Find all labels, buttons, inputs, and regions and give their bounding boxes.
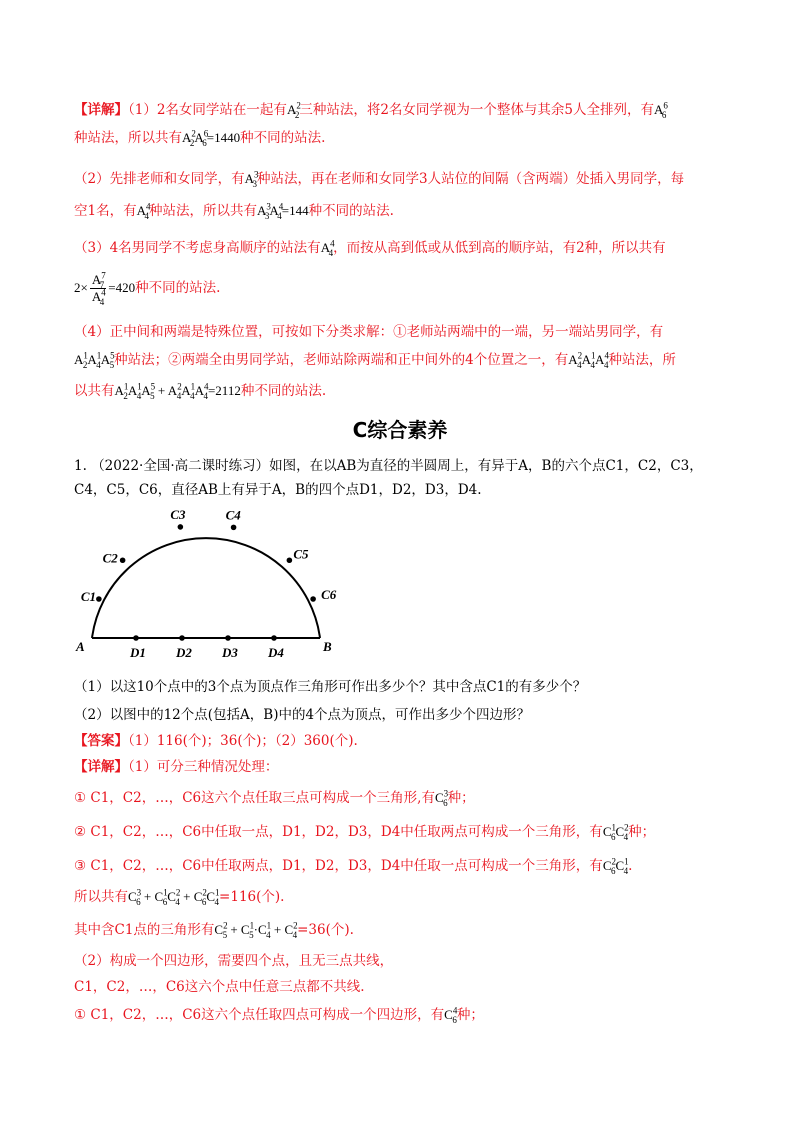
semicircle-figure (72, 505, 342, 665)
point-d4 (271, 635, 277, 641)
label-c1: C1 (80, 589, 97, 605)
point-d1 (133, 635, 139, 641)
label-d2: D2 (176, 645, 192, 660)
label-c4: C4 (225, 507, 241, 523)
detail1-line-3: （2）先排老师和女同学，有$A^3_3$种站法，再在老师和女同学3人站位的间隔（含两端）处插入男同学，每 (74, 169, 685, 189)
fraction: $\frac{A^7_7}{A^4_4}$ (91, 270, 106, 307)
answer-line: 【答案】（1）116(个)；36(个)；（2）360(个). (74, 733, 358, 749)
label-c5: C5 (293, 546, 309, 562)
question-1: （1）以这10个点中的3个点为顶点作三角形可作出多少个？其中含点C1的有多少个？ (74, 679, 587, 695)
problem-line-1: 1. （2022·全国·高二课时练习）如图，在以AB为直径的半圆周上，有异于A，B的六个点C1，C2，C3， (74, 458, 703, 474)
label-c6: C6 (321, 587, 337, 603)
point-c3 (178, 524, 184, 530)
question-2: （2）以图中的12个点(包括A，B)中的4个点为顶点，可作出多少个四边形？ (74, 707, 531, 723)
detail1-line-1: 【详解】（1）2名女同学站在一起有$A^2_2$三种站法，将2名女同学视为一个整体与其余5人全排列，有$A^6_6$ (74, 100, 668, 120)
detail2-line-1: 【详解】（1）可分三种情况处理： (74, 759, 279, 775)
detail2-line-2: ① C1，C2，…，C6这六个点任取三点可构成一个三角形,有$C^3_6$种； (74, 788, 475, 808)
point-d3 (225, 635, 231, 641)
point-c6 (310, 596, 316, 602)
detail2-line-3: ② C1，C2，…，C6中任取一点，D1，D2，D3，D4中任取两点可构成一个三角形，有$C^1_6C^2_4$种； (74, 822, 656, 842)
point-c1 (96, 596, 102, 602)
section-title: C综合素养 (352, 418, 448, 442)
detail-label: 【详解】 (74, 759, 128, 775)
detail1-line-6: 2× $\frac{A^7_7}{A^4_4}$ =420种不同的站法. (74, 270, 221, 307)
detail2-line-5: 所以共有$C^3_6 + C^1_6C^2_4 + C^2_6C^1_4=116$(个). (74, 887, 285, 907)
detail1-line-4: 空1名，有$A^4_4$种站法，所以共有$A^3_3A^4_4=144$种不同的站法. (74, 201, 394, 221)
detail2-line-9: ① C1，C2，…，C6这六个点任取四点可构成一个四边形，有$C^4_6$种； (74, 1005, 484, 1025)
detail2-line-6: 其中含C1点的三角形有$C^2_5 + C^1_5\cdot C^1_4 + C^2_4=36$(个). (74, 920, 354, 940)
detail1-line-9: 以共有$A^1_2A^1_4A^5_5 + A^2_4A^1_4A^4_4=2112$种不同的站法. (74, 381, 327, 401)
label-d4: D4 (268, 645, 284, 660)
label-d3: D3 (222, 645, 238, 660)
label-a: A (76, 639, 85, 654)
detail2-line-4: ③ C1，C2，…，C6中任取两点，D1，D2，D3，D4中任取一点可构成一个三角形，有$C^2_6C^1_4$. (74, 856, 633, 876)
detail1-line-5: （3）4名男同学不考虑身高顺序的站法有$A^4_4$，而按从高到低或从低到高的顺序站，有2种，所以共有 (74, 238, 666, 258)
semicircle-arc (92, 538, 320, 638)
point-c2 (120, 557, 126, 563)
label-c2: C2 (102, 550, 118, 566)
detail1-line-8: $A^1_2A^1_4A^5_5$种站法；②两端全由男同学站，老师站除两端和正中间外的4个位置之一，有$A^2_4A^1_4A^4_4$种站法，所 (74, 350, 676, 370)
detail1-line-7: （4）正中间和两端是特殊位置，可按如下分类求解：①老师站两端中的一端，另一端站男同学，有 (74, 324, 664, 340)
detail-label: 【详解】 (74, 102, 128, 118)
label-d1: D1 (130, 645, 146, 660)
point-d2 (179, 635, 185, 641)
detail2-line-8: C1，C2，…，C6这六个点中任意三点都不共线. (74, 979, 365, 995)
point-c4 (231, 525, 237, 531)
label-b: B (323, 639, 332, 654)
answer-label: 【答案】 (74, 733, 128, 749)
detail2-line-7: （2）构成一个四边形，需要四个点，且无三点共线， (74, 953, 394, 969)
problem-line-2: C4，C5，C6，直径AB上有异于A，B的四个点D1，D2，D3，D4. (74, 482, 482, 498)
label-c3: C3 (170, 506, 186, 522)
point-c5 (287, 557, 293, 563)
detail1-line-2: 种站法，所以共有$A^2_2A^6_6=1440$种不同的站法. (74, 128, 326, 148)
